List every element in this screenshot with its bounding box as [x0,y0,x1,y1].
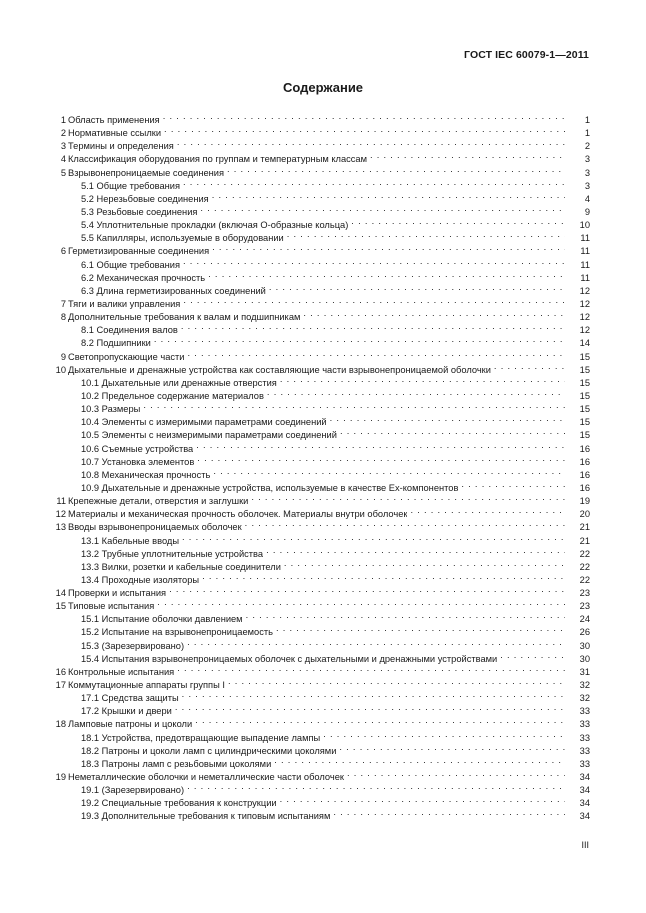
toc-dot-leader [347,767,565,780]
toc-entry-page: 33 [579,745,590,756]
document-code: ГОСТ IEC 60079-1—2011 [464,49,589,61]
toc-entry-page: 15 [579,430,590,441]
toc-entry-title: 13.2 Трубные уплотнительные устройства [81,548,264,559]
toc-entry-page: 11 [580,233,590,244]
table-of-contents [52,110,590,820]
toc-entry[interactable] [52,110,590,123]
toc-dot-leader [182,688,565,701]
toc-dot-leader [340,425,565,438]
toc-entry-title: 6.3 Длина герметизированных соединений [81,285,266,296]
toc-dot-leader [208,268,565,281]
toc-entry-page: 34 [579,811,590,822]
toc-entry-title: 15.3 (Зарезервировано) [81,640,185,651]
toc-dot-leader [274,754,565,767]
page-number: III [581,840,589,850]
toc-entry-page: 15 [579,404,590,415]
toc-entry-title: 6.1 Общие требования [81,259,181,270]
toc-entry-title: 19.1 (Зарезервировано) [81,785,185,796]
toc-dot-leader [251,491,565,504]
toc-entry-number: 13 [55,522,66,533]
toc-entry-page: 4 [584,193,590,204]
toc-entry-title: Ламповые патроны и цоколи [68,719,193,730]
toc-dot-leader [333,806,565,819]
toc-dot-leader [182,531,565,544]
toc-dot-leader [330,412,565,425]
toc-dot-leader [276,622,565,635]
toc-dot-leader [267,386,565,399]
toc-entry-title: 19.2 Специальные требования к конструкции [81,798,277,809]
toc-entry-title: 10.7 Установка элементов [81,456,195,467]
toc-entry-title: 15.2 Испытание на взрывонепроницаемость [81,627,273,638]
toc-entry-page: 21 [579,535,590,546]
toc-entry-title: 10.3 Размеры [81,404,141,415]
toc-entry-number: 2 [60,128,66,139]
toc-entry-title: 6.2 Механическая прочность [81,272,206,283]
page-title: Содержание [282,80,364,95]
toc-entry-title: Термины и определения [68,141,174,152]
toc-entry-number: 17 [55,680,66,691]
toc-entry-page: 14 [579,338,590,349]
toc-entry-title: 17.2 Крышки и двери [81,706,172,717]
toc-entry-number: 7 [60,298,66,309]
toc-entry-number: 10 [55,364,66,375]
toc-dot-leader [183,255,565,268]
toc-entry-page: 32 [579,693,590,704]
toc-entry-title: 5.2 Нерезьбовые соединения [81,193,209,204]
toc-entry-title: 8.2 Подшипники [81,338,151,349]
toc-dot-leader [213,465,565,478]
toc-entry-number: 14 [55,588,66,599]
toc-dot-leader [246,609,565,622]
toc-dot-leader [494,360,565,373]
toc-entry-number: 16 [55,666,66,677]
toc-entry-title: Нормативные ссылки [68,128,162,139]
toc-dot-leader [154,333,565,346]
toc-entry-page: 33 [579,758,590,769]
toc-dot-leader [245,517,565,530]
toc-entry-page: 31 [579,666,590,677]
toc-dot-leader [187,780,565,793]
toc-entry-page: 16 [579,456,590,467]
toc-dot-leader [169,583,565,596]
toc-dot-leader [323,728,565,741]
toc-dot-leader [303,307,565,320]
toc-dot-leader [175,701,565,714]
toc-dot-leader [187,347,565,360]
toc-entry-page: 11 [580,259,590,270]
toc-dot-leader [181,320,565,333]
toc-dot-leader [284,557,565,570]
toc-entry-title: Коммутационные аппараты группы I [68,680,225,691]
toc-entry-page: 24 [579,614,590,625]
toc-entry-number: 9 [60,351,66,362]
toc-entry-number: 11 [56,496,66,507]
toc-entry-number: 6 [60,246,66,257]
toc-entry-title: Проверки и испытания [68,588,167,599]
toc-dot-leader [410,504,565,517]
toc-dot-leader [143,399,565,412]
toc-dot-leader [212,189,565,202]
toc-dot-leader [461,478,565,491]
toc-entry-page: 30 [579,640,590,651]
toc-entry-page: 15 [579,351,590,362]
toc-entry-page: 19 [579,496,590,507]
toc-dot-leader [202,570,565,583]
toc-entry-page: 16 [579,443,590,454]
toc-entry-title: Контрольные испытания [68,666,175,677]
toc-entry-title: Дополнительные требования к валам и подшипникам [68,312,301,323]
toc-entry-page: 10 [579,220,590,231]
toc-entry-page: 9 [584,206,590,217]
toc-entry-page: 15 [579,364,590,375]
toc-dot-leader [197,452,565,465]
toc-entry-page: 22 [579,548,590,559]
toc-entry-title: 10.8 Механическая прочность [81,469,211,480]
toc-entry-title: 5.3 Резьбовые соединения [81,206,198,217]
toc-dot-leader [200,202,565,215]
toc-entry-page: 23 [579,601,590,612]
toc-entry-page: 32 [579,680,590,691]
toc-entry-title: 10.1 Дыхательные или дренажные отверстия [81,377,277,388]
toc-entry-title: 10.4 Элементы с измеримыми параметрами соединений [81,417,327,428]
toc-entry-number: 8 [60,312,66,323]
toc-entry-number: 19 [55,772,66,783]
toc-entry-title: 10.5 Элементы с неизмеримыми параметрами соединений [81,430,337,441]
toc-entry-number: 4 [60,154,66,165]
toc-entry-page: 30 [579,653,590,664]
toc-entry-title: Светопропускающие части [68,351,185,362]
toc-entry-title: Герметизированные соединения [68,246,210,257]
toc-dot-leader [269,281,565,294]
toc-entry-title: 5.4 Уплотнительные прокладки (включая О-образные кольца) [81,220,349,231]
toc-entry-page: 16 [579,469,590,480]
toc-entry-page: 21 [579,522,590,533]
toc-entry-page: 1 [584,128,590,139]
toc-dot-leader [227,163,565,176]
toc-dot-leader [163,110,565,123]
toc-dot-leader [164,123,565,136]
toc-entry-page: 34 [579,785,590,796]
toc-entry-title: 10.2 Предельное содержание материалов [81,390,264,401]
toc-entry-page: 3 [584,167,590,178]
toc-dot-leader [287,228,565,241]
toc-entry-page: 12 [579,312,590,323]
toc-entry-title: Типовые испытания [68,601,155,612]
toc-entry-title: 10.9 Дыхательные и дренажные устройства, используемые в качестве Ех-компонентов [81,482,459,493]
toc-entry-title: 13.1 Кабельные вводы [81,535,180,546]
toc-entry-page: 22 [579,574,590,585]
toc-entry-number: 15 [55,601,66,612]
toc-entry-title: 15.4 Испытания взрывонепроницаемых оболочек с дыхательными и дренажными устройствами [81,653,498,664]
toc-entry-page: 16 [579,482,590,493]
toc-entry-title: Дыхательные и дренажные устройства как составляющие части взрывонепроницаемой оболочки [68,364,491,375]
toc-entry-title: Тяги и валики управления [68,298,181,309]
toc-entry-page: 33 [579,706,590,717]
toc-dot-leader [177,662,565,675]
toc-entry-title: 5.5 Капилляры, используемые в оборудовании [81,233,284,244]
toc-entry-title: Вводы взрывонепроницаемых оболочек [68,522,242,533]
toc-entry-page: 15 [579,377,590,388]
toc-dot-leader [280,373,565,386]
toc-entry-page: 1 [584,115,590,125]
toc-dot-leader [280,793,565,806]
toc-entry-number: 1 [60,115,66,125]
toc-entry-page: 23 [579,588,590,599]
toc-entry-title: Взрывонепроницаемые соединения [68,167,224,178]
toc-entry-page: 33 [579,719,590,730]
toc-entry-page: 34 [579,798,590,809]
toc-entry-page: 3 [584,180,590,191]
toc-entry-page: 22 [579,561,590,572]
toc-entry-title: Область применения [68,115,160,125]
toc-entry-title: 17.1 Средства защиты [81,693,179,704]
toc-dot-leader [196,439,565,452]
toc-dot-leader [500,649,565,662]
toc-entry-page: 3 [584,154,590,165]
toc-dot-leader [183,294,565,307]
toc-entry-number: 12 [55,509,66,520]
toc-entry-title: Крепежные детали, отверстия и заглушки [68,496,249,507]
toc-entry-page: 15 [579,390,590,401]
toc-dot-leader [183,176,565,189]
toc-entry-title: 8.1 Соединения валов [81,325,178,336]
toc-entry-title: 5.1 Общие требования [81,180,181,191]
toc-dot-leader [370,149,565,162]
toc-entry-title: Материалы и механическая прочность оболочек. Материалы внутри оболочек [68,509,408,520]
toc-entry-page: 12 [579,298,590,309]
toc-dot-leader [266,544,565,557]
toc-entry-page: 20 [579,509,590,520]
toc-entry-title: 18.3 Патроны ламп с резьбовыми цоколями [81,758,272,769]
toc-entry-page: 33 [579,732,590,743]
toc-dot-leader [177,136,565,149]
toc-dot-leader [212,241,565,254]
toc-dot-leader [339,741,565,754]
toc-entry-title: Классификация оборудования по группам и температурным классам [68,154,367,165]
toc-entry-number: 5 [60,167,66,178]
toc-dot-leader [157,596,565,609]
toc-dot-leader [187,636,565,649]
toc-dot-leader [228,675,565,688]
toc-entry-title: 13.3 Вилки, розетки и кабельные соединители [81,561,281,572]
toc-entry-page: 11 [580,246,590,257]
toc-entry-number: 3 [60,141,66,152]
toc-dot-leader [195,714,565,727]
toc-entry-page: 12 [579,285,590,296]
toc-entry-title: 13.4 Проходные изоляторы [81,574,200,585]
toc-entry-page: 12 [579,325,590,336]
toc-entry-page: 26 [579,627,590,638]
toc-entry-title: 18.2 Патроны и цоколи ламп с цилиндрическими цоколями [81,745,337,756]
toc-dot-leader [351,215,565,228]
toc-entry-title: 19.3 Дополнительные требования к типовым испытаниям [81,811,331,822]
toc-entry-page: 11 [580,272,590,283]
toc-entry-page: 15 [579,417,590,428]
toc-entry-title: Неметаллические оболочки и неметаллические части оболочек [68,772,344,783]
toc-entry-title: 10.6 Съемные устройства [81,443,194,454]
toc-entry-page: 2 [584,141,590,152]
toc-entry-number: 18 [55,719,66,730]
toc-entry-page: 34 [579,772,590,783]
toc-entry-title: 18.1 Устройства, предотвращающие выпадение лампы [81,732,321,743]
toc-entry-title: 15.1 Испытание оболочки давлением [81,614,243,625]
